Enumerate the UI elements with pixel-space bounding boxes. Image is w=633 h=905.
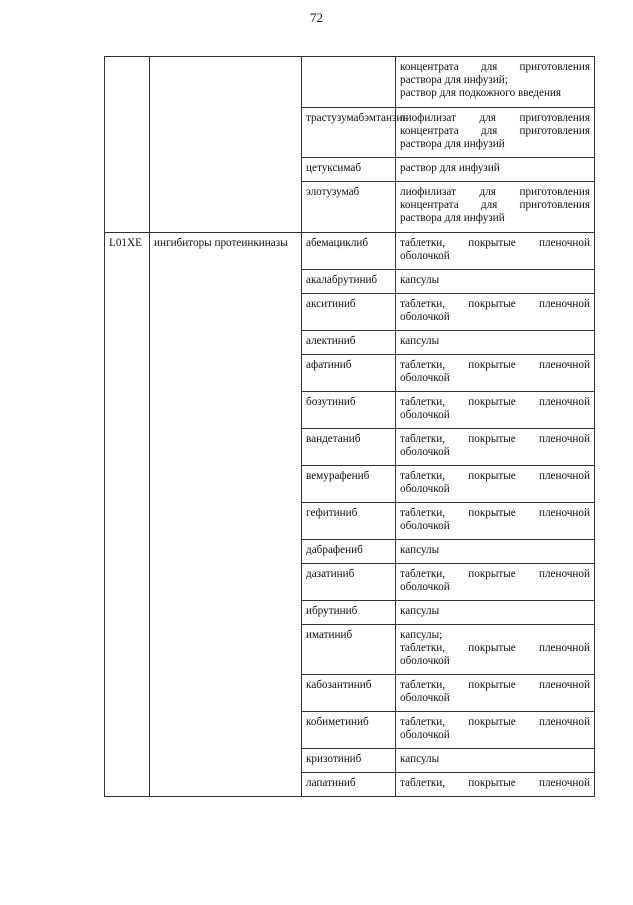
drug-name-line: кобиметиниб	[306, 716, 369, 728]
dosage-form-line: оболочкой	[400, 692, 450, 704]
dosage-form-cell	[396, 108, 595, 158]
drug-name-cell	[302, 355, 396, 392]
table-row	[105, 57, 595, 108]
drug-name-cell	[302, 601, 396, 625]
dosage-form-line: раствора для инфузий	[400, 212, 505, 224]
group-name-cell	[150, 57, 302, 233]
dosage-form-cell	[396, 625, 595, 675]
dosage-form-line: таблетки, покрытые пленочной	[400, 298, 590, 310]
dosage-form-cell	[396, 57, 595, 108]
dosage-form-line: оболочкой	[400, 520, 450, 532]
atc-code-cell	[105, 57, 150, 233]
drug-name-line: алектиниб	[306, 335, 356, 347]
dosage-form-line: таблетки, покрытые пленочной	[400, 237, 590, 249]
dosage-form-line: таблетки, покрытые пленочной	[400, 716, 590, 728]
drug-name-cell	[302, 392, 396, 429]
dosage-form-line: раствора для инфузий	[400, 138, 505, 150]
dosage-form-line: оболочкой	[400, 311, 450, 323]
drug-name-line: дабрафениб	[306, 544, 363, 556]
drug-name-cell	[302, 540, 396, 564]
dosage-form-line: таблетки, покрытые пленочной	[400, 679, 590, 691]
dosage-form-line: капсулы	[400, 274, 440, 286]
dosage-form-cell	[396, 294, 595, 331]
dosage-form-cell	[396, 331, 595, 355]
drug-name-line: элотузумаб	[306, 186, 360, 198]
dosage-form-cell	[396, 355, 595, 392]
drug-name-line: гефитиниб	[306, 507, 358, 519]
dosage-form-line: оболочкой	[400, 409, 450, 421]
dosage-form-cell	[396, 429, 595, 466]
dosage-form-line: оболочкой	[400, 729, 450, 741]
dosage-form-line: концентрата для приготовления	[400, 61, 590, 73]
dosage-form-line: таблетки, покрытые пленочной	[400, 359, 590, 371]
dosage-form-line: лиофилизат для приготовления	[400, 112, 590, 124]
dosage-form-line: раствора для инфузий;	[400, 74, 508, 86]
dosage-form-line: оболочкой	[400, 581, 450, 593]
dosage-form-line: раствор для инфузий	[400, 162, 500, 174]
drug-name-line: ибрутиниб	[306, 605, 358, 617]
drug-name-line: кабозантиниб	[306, 679, 372, 691]
drug-name-cell	[302, 108, 409, 158]
dosage-form-line: капсулы;	[400, 629, 443, 641]
dosage-form-cell	[396, 749, 595, 773]
dosage-form-cell	[396, 182, 595, 233]
dosage-form-cell	[396, 466, 595, 503]
dosage-form-cell	[396, 392, 595, 429]
drug-name-line: цетуксимаб	[306, 162, 362, 174]
drug-name-cell	[302, 773, 396, 797]
drug-name-cell	[302, 331, 396, 355]
drug-name-cell	[302, 182, 396, 233]
dosage-form-line: капсулы	[400, 544, 440, 556]
dosage-form-line: раствор для подкожного введения	[400, 87, 562, 99]
table-row	[105, 233, 595, 270]
dosage-form-line: таблетки, покрытые пленочной	[400, 642, 590, 654]
drug-name-line: иматиниб	[306, 629, 353, 641]
dosage-form-cell	[396, 233, 595, 270]
dosage-form-line: оболочкой	[400, 655, 450, 667]
dosage-form-line: таблетки, покрытые пленочной	[400, 507, 590, 519]
dosage-form-cell	[396, 540, 595, 564]
drug-name-cell	[302, 503, 396, 540]
drug-name-cell	[302, 466, 396, 503]
group-name-cell: ингибиторы протеинкиназы	[150, 233, 302, 797]
drug-name-line: эмтанзин	[364, 112, 409, 124]
drug-name-line: вандетаниб	[306, 433, 361, 445]
dosage-form-line: таблетки, покрытые пленочной	[400, 777, 590, 789]
dosage-form-line: оболочкой	[400, 483, 450, 495]
drug-name-cell	[302, 564, 396, 601]
dosage-form-line: оболочкой	[400, 446, 450, 458]
dosage-form-line: капсулы	[400, 753, 440, 765]
dosage-form-cell	[396, 712, 595, 749]
dosage-form-line: лиофилизат для приготовления	[400, 186, 590, 198]
dosage-form-cell	[396, 773, 595, 797]
drug-name-cell	[302, 749, 396, 773]
drug-table	[104, 56, 595, 797]
dosage-form-line: таблетки, покрытые пленочной	[400, 568, 590, 580]
drug-name-cell	[302, 429, 396, 466]
drug-name-line: акалабрутиниб	[306, 274, 378, 286]
drug-name-cell	[302, 712, 396, 749]
dosage-form-cell	[396, 601, 595, 625]
drug-name-cell	[302, 675, 396, 712]
dosage-form-cell	[396, 270, 595, 294]
dosage-form-line: таблетки, покрытые пленочной	[400, 433, 590, 445]
dosage-form-line: капсулы	[400, 335, 440, 347]
drug-name-cell	[302, 57, 396, 108]
drug-name-line: вемурафениб	[306, 470, 370, 482]
drug-name-cell	[302, 233, 396, 270]
dosage-form-cell	[396, 503, 595, 540]
drug-name-cell	[302, 294, 396, 331]
dosage-form-line: оболочкой	[400, 250, 450, 262]
dosage-form-cell	[396, 564, 595, 601]
drug-name-cell	[302, 625, 396, 675]
atc-code-cell: L01XE	[105, 233, 150, 797]
drug-name-line: бозутиниб	[306, 396, 356, 408]
dosage-form-line: концентрата для приготовления	[400, 125, 590, 137]
drug-name-line: дазатиниб	[306, 568, 355, 580]
dosage-form-cell	[396, 675, 595, 712]
drug-name-cell	[302, 270, 396, 294]
drug-name-line: акситиниб	[306, 298, 356, 310]
dosage-form-line: таблетки, покрытые пленочной	[400, 396, 590, 408]
dosage-form-line: оболочкой	[400, 372, 450, 384]
drug-name-line: абемациклиб	[306, 237, 369, 249]
dosage-form-cell	[396, 158, 595, 182]
drug-name-line: трастузумаб	[306, 112, 365, 124]
page-number: 72	[310, 10, 323, 25]
drug-name-line: афатиниб	[306, 359, 352, 371]
dosage-form-line: концентрата для приготовления	[400, 199, 590, 211]
dosage-form-line: таблетки, покрытые пленочной	[400, 470, 590, 482]
drug-name-line: кризотиниб	[306, 753, 362, 765]
drug-name-cell	[302, 158, 396, 182]
drug-name-line: лапатиниб	[306, 777, 356, 789]
dosage-form-line: капсулы	[400, 605, 440, 617]
